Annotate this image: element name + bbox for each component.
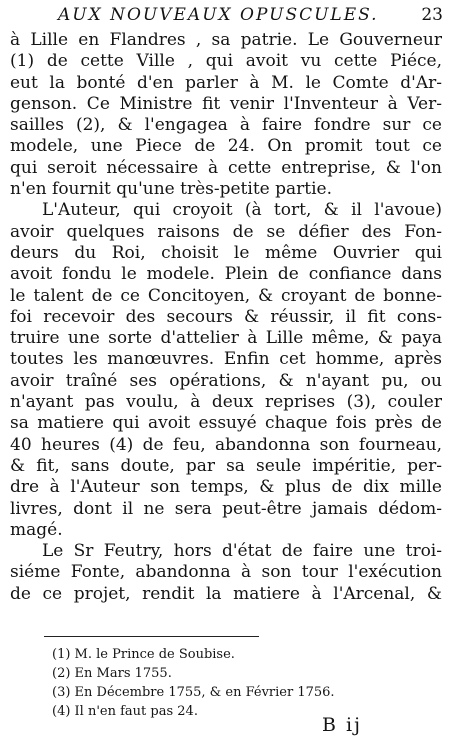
text-line: sa matiere qui avoit essuyé chaque fois près de <box>10 413 442 434</box>
text-line: foi recevoir des secours & réussir, il fit cons- <box>10 306 442 327</box>
footnote-divider <box>44 636 259 637</box>
text-line: & fit, sans doute, par sa seule impéritie, per- <box>10 455 442 476</box>
text-line: qui seroit nécessaire à cette entreprise, & l'on <box>10 157 442 178</box>
text-line: Le Sr Feutry, hors d'état de faire une troi- <box>42 541 442 562</box>
running-title: AUX NOUVEAUX OPUSCULES. <box>58 5 379 25</box>
text-line: deurs du Roi, choisit le même Ouvrier qui <box>10 242 442 263</box>
footnote: (3) En Décembre 1755, & en Février 1756. <box>52 685 335 700</box>
text-line: magé. <box>10 519 63 540</box>
text-line: avoir traîné ses opérations, & n'ayant pu, ou <box>10 370 442 391</box>
text-line: sailles (2), & l'engagea à faire fondre sur ce <box>10 115 442 136</box>
text-line: n'ayant pas voulu, à deux reprises (3), couler <box>10 392 442 413</box>
footnote: (4) Il n'en faut pas 24. <box>52 704 198 719</box>
footnote: (1) M. le Prince de Soubise. <box>52 647 235 662</box>
text-line: eut la bonté d'en parler à M. le Comte d'Ar- <box>10 72 442 93</box>
text-line: n'en fournit qu'une très-petite partie. <box>10 179 332 200</box>
text-line: (1) de cette Ville , qui avoit vu cette Piéce, <box>10 51 442 72</box>
text-line: avoit fondu le modele. Plein de confiance dans <box>10 264 442 285</box>
signature-mark: B ij <box>322 714 362 736</box>
text-line: truire une sorte d'attelier à Lille même, & paya <box>10 328 442 349</box>
text-line: de ce projet, rendit la matiere à l'Arcenal, & <box>10 583 442 604</box>
text-line: le talent de ce Concitoyen, & croyant de bonne- <box>10 285 442 306</box>
text-line: toutes les manœuvres. Enfin cet homme, après <box>10 349 442 370</box>
text-line: livres, dont il ne sera peut-être jamais dédom- <box>10 498 442 519</box>
text-line: 40 heures (4) de feu, abandonna son fourneau, <box>10 434 442 455</box>
running-head <box>58 5 443 25</box>
text-line: siéme Fonte, abandonna à son tour l'exécution <box>10 562 442 583</box>
body-text <box>10 30 442 605</box>
text-line: dre à l'Auteur son temps, & plus de dix mille <box>10 477 442 498</box>
text-line: modele, une Piece de 24. On promit tout ce <box>10 136 442 157</box>
page-number: 23 <box>421 5 443 25</box>
text-line: avoir quelques raisons de se défier des Fon- <box>10 221 442 242</box>
footnote: (2) En Mars 1755. <box>52 666 172 681</box>
text-line: genson. Ce Ministre fit venir l'Inventeur à Ver- <box>10 93 442 114</box>
text-line: L'Auteur, qui croyoit (à tort, & il l'avoue) <box>42 200 442 221</box>
footnotes <box>52 645 412 721</box>
text-line: à Lille en Flandres , sa patrie. Le Gouverneur <box>10 30 442 50</box>
